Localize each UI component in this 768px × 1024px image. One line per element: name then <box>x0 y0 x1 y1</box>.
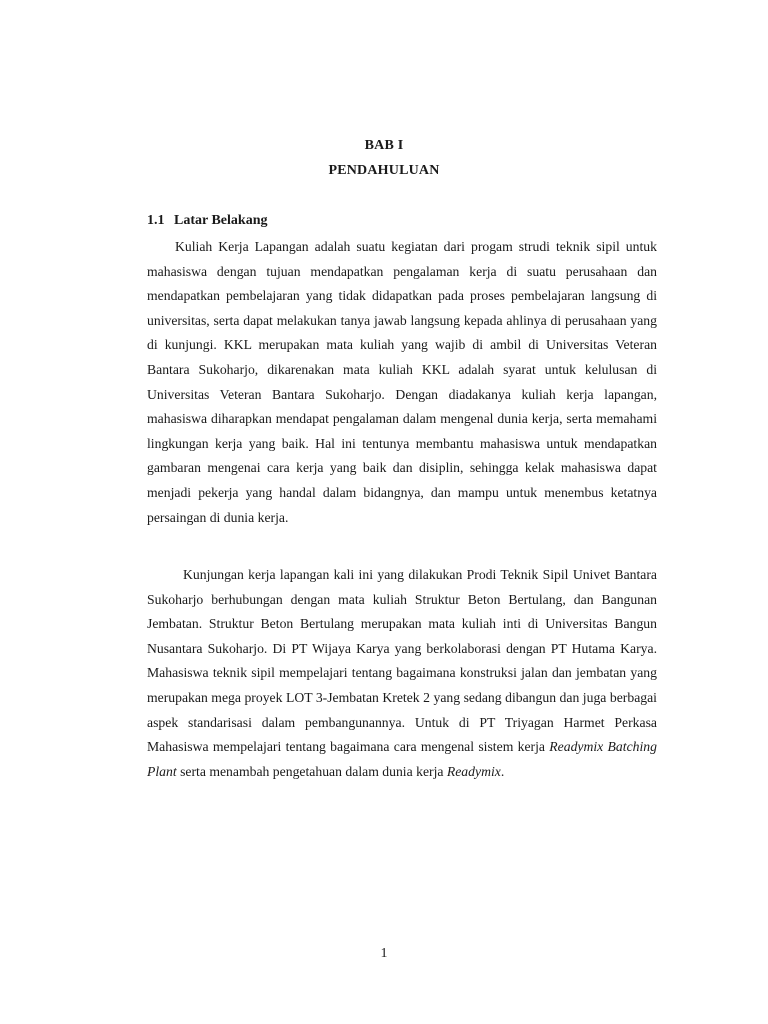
body-paragraph-2 <box>147 563 657 784</box>
page-number: 1 <box>380 946 388 961</box>
paragraph-text <box>147 563 657 784</box>
paragraph-text: Kuliah Kerja Lapangan adalah suatu kegiatan dari progam strudi teknik sipil untuk mahasiswa dengan tujuan mendapatkan pengalaman kerja di suatu perusahaan dan mendapatkan pembelajaran yang tidak didapatkan pada proses pembelajaran langsung di universitas, serta dapat melakukan tanya jawab langsung kepada ahlinya di perusahaan yang di kunjungi. KKL merupakan mata kuliah yang wajib di ambil di Universitas Veteran Bantara Sukoharjo, dikarenakan mata kuliah KKL adalah syarat untuk kelulusan di Universitas Veteran Bantara Sukoharjo. Dengan diadakanya kuliah kerja lapangan, mahasiswa diharapkan mendapat pengalaman dalam mengenal dunia kerja, serta memahami lingkungan kerja yang baik. Hal ini tentunya membantu mahasiswa untuk mendapatkan gambaran mengenai cara kerja yang baik dan disiplin, sehingga kelak mahasiswa dapat menjadi pekerja yang handal dalam bidangnya, dan mampu untuk menembus ketatnya persaingan di dunia kerja. <box>147 239 657 525</box>
section-number: 1.1 <box>147 213 165 228</box>
paragraph-end-text: . <box>500 763 505 779</box>
paragraph-middle-text: serta menambah pengetahuan dalam dunia kerja <box>176 763 447 779</box>
italic-term: Readymix <box>446 763 501 779</box>
body-paragraph-1 <box>147 235 657 530</box>
paragraph-main-text: Kunjungan kerja lapangan kali ini yang dilakukan Prodi Teknik Sipil Univet Bantara Sukoharjo berhubungan dengan mata kuliah Struktur Beton Bertulang, dan Bangunan Jembatan. Struktur Beton Bertulang merupakan mata kuliah inti di Universitas Bangun Nusantara Sukoharjo. Di PT Wijaya Karya yang berkolaborasi dengan PT Hutama Karya. Mahasiswa teknik sipil mempelajari tentang bagaimana konstruksi jalan dan jembatan yang merupakan mega proyek LOT 3-Jembatan Kretek 2 yang sedang dibangun dan juga berbagai aspek standarisasi dalam pembangunannya. Untuk di PT Triyagan Harmet Perkasa Mahasiswa mempelajari tentang bagaimana cara mengenal sistem kerja <box>147 567 657 755</box>
italic-term: Readymix Batching Plant <box>147 739 657 779</box>
section-heading <box>147 213 267 229</box>
chapter-number: BAB I <box>364 138 404 153</box>
section-title: Latar Belakang <box>174 213 268 228</box>
chapter-title: PENDAHULUAN <box>328 163 440 178</box>
